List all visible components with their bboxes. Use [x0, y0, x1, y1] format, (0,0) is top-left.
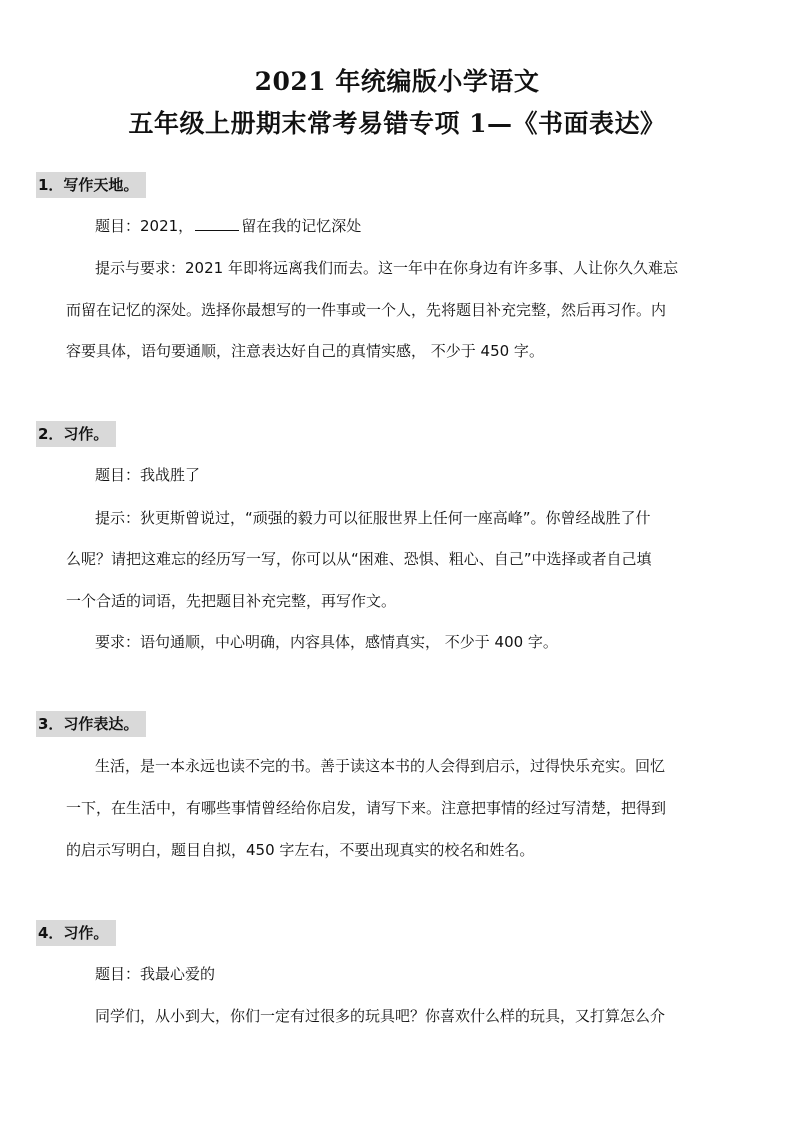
- section-2-line: 么呢？请把这难忘的经历写一写，你可以从“困难、恐惧、粗心、自己”中选择或者自己填: [66, 550, 652, 568]
- section-4-heading: 4．习作。: [36, 920, 116, 946]
- section-1-line: 容要具体，语句要通顺，注意表达好自己的真情实感， 不少于 450 字。: [66, 342, 544, 360]
- section-1-topic-suffix: 留在我的记忆深处: [241, 217, 362, 235]
- section-1-topic: [95, 216, 361, 236]
- section-1-topic-prefix: 题目：2021，: [95, 217, 194, 235]
- section-3-line: 的启示写明白，题目自拟，450 字左右，不要出现真实的校名和姓名。: [66, 841, 535, 859]
- section-2-line: 要求：语句通顺，中心明确，内容具体，感情真实， 不少于 400 字。: [95, 633, 558, 651]
- section-2-line: 一个合适的词语，先把题目补充完整，再写作文。: [66, 592, 397, 610]
- section-1-line: 而留在记忆的深处。选择你最想写的一件事或一个人，先将题目补充完整，然后再习作。内: [66, 301, 667, 319]
- section-4-line: 题目：我最心爱的: [95, 965, 216, 983]
- document-title-line2: 五年级上册期末常考易错专项 1—《书面表达》: [128, 109, 666, 138]
- section-2-heading: 2．习作。: [36, 421, 116, 447]
- section-3-heading: 3．习作表达。: [36, 711, 146, 737]
- section-3-line: 生活，是一本永远也读不完的书。善于读这本书的人会得到启示，过得快乐充实。回忆: [95, 757, 666, 775]
- section-2-line: 题目：我战胜了: [95, 466, 201, 484]
- section-2-line: 提示：狄更斯曾说过，“顽强的毅力可以征服世界上任何一座高峰”。你曾经战胜了什: [95, 509, 651, 527]
- fill-in-blank: [195, 216, 239, 231]
- document-title-line1: 2021 年统编版小学语文: [254, 67, 540, 96]
- section-1-heading: 1．写作天地。: [36, 172, 146, 198]
- section-1-line: 提示与要求：2021 年即将远离我们而去。这一年中在你身边有许多事、人让你久久难忘: [95, 259, 678, 277]
- section-3-line: 一下，在生活中，有哪些事情曾经给你启发，请写下来。注意把事情的经过写清楚，把得到: [66, 799, 667, 817]
- section-4-line: 同学们，从小到大，你们一定有过很多的玩具吧？你喜欢什么样的玩具，又打算怎么介: [95, 1007, 666, 1025]
